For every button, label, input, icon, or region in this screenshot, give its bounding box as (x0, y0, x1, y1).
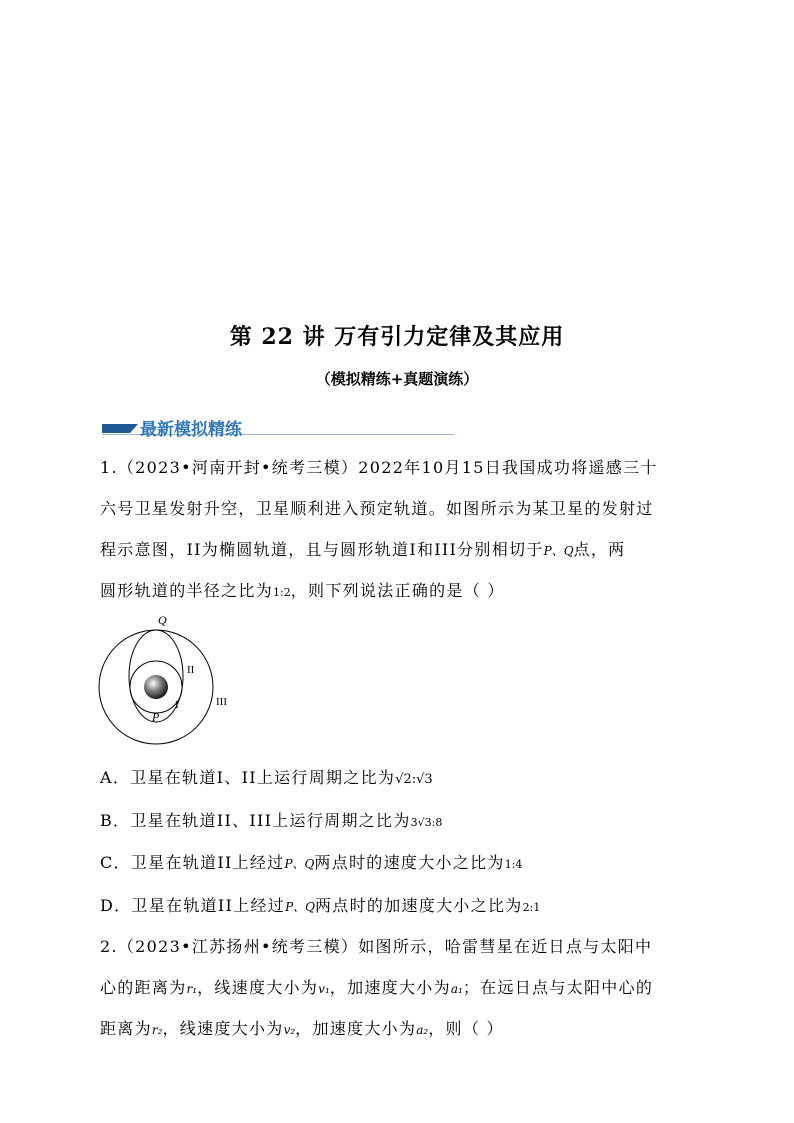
option-b-math: 3√3:8 (410, 816, 443, 829)
q2-a2: a₂ (416, 1023, 429, 1037)
option-b-text: B．卫星在轨道II、III上运行周期之比为 (100, 811, 411, 830)
q1-line-1: 1.（2023•河南开封•统考三模）2022年10月15日我国成功将遥感三十 (100, 458, 658, 477)
q1-line-2: 六号卫星发射升空，卫星顺利进入预定轨道。如图所示为某卫星的发射过 (100, 499, 654, 518)
q1-line-3-end: 点，两 (573, 540, 626, 559)
q2-a1: a₁ (450, 982, 463, 996)
option-c-text2: 两点时的速度大小之比为 (314, 853, 505, 872)
q2-line-3-d: ，则（ ） (428, 1019, 504, 1038)
section-marker-tip (130, 424, 138, 433)
option-c-math: 1:4 (504, 858, 523, 871)
q1-points-pq: P、Q (543, 544, 574, 558)
option-d-pq: P、Q (285, 900, 315, 914)
q2-line-3-b: ，线速度大小为 (162, 1019, 284, 1038)
planet (144, 675, 168, 699)
section-header (102, 417, 454, 440)
option-c-pq: P、Q (284, 857, 315, 871)
option-d (100, 893, 540, 916)
option-c-text: C．卫星在轨道II上经过 (100, 853, 285, 872)
q1-radius-ratio: 1:2 (273, 586, 291, 599)
q2-line-3-a: 距离为 (100, 1019, 152, 1038)
option-d-text2: 两点时的加速度大小之比为 (315, 896, 523, 915)
orbit-diagram (96, 612, 246, 752)
option-a (100, 765, 433, 788)
q2-r2: r₂ (151, 1023, 163, 1037)
q2-line-2-c: ，加速度大小为 (329, 978, 451, 997)
q2-r1: r₁ (186, 982, 198, 996)
option-b (100, 808, 442, 831)
section-marker (102, 424, 130, 433)
q2-line-3-c: ，加速度大小为 (295, 1019, 417, 1038)
option-d-math: 2:1 (522, 901, 541, 914)
option-c (100, 850, 522, 873)
option-d-text: D．卫星在轨道II上经过 (100, 896, 286, 915)
q1-line-3 (100, 537, 625, 560)
q1-line-4 (100, 578, 505, 601)
q2-line-2 (100, 975, 653, 998)
q2-v2: v₂ (283, 1023, 296, 1037)
q2-line-2-b: ，线速度大小为 (197, 978, 319, 997)
option-a-text: A．卫星在轨道I、II上运行周期之比为 (100, 768, 396, 787)
page-title: 第 22 讲 万有引力定律及其应用 (229, 324, 565, 350)
option-a-math: √2:√3 (395, 772, 433, 787)
q2-line-2-a: 心的距离为 (100, 978, 187, 997)
label-i: I (175, 699, 179, 711)
q1-line-4-end: ，则下列说法正确的是（ ） (290, 581, 505, 600)
q1-line-3-text: 程示意图，II为椭圆轨道，且与圆形轨道I和III分别相切于 (100, 540, 544, 559)
section-label: 最新模拟精练 (140, 420, 242, 440)
label-ii: II (187, 664, 195, 676)
q2-v1: v₁ (318, 982, 330, 996)
q2-line-1: 2.（2023•江苏扬州•统考三模）如图所示，哈雷彗星在近日点与太阳中 (100, 937, 653, 956)
q2-line-2-d: ；在远日点与太阳中心的 (462, 978, 654, 997)
page-subtitle: （模拟精练+真题演练） (315, 370, 479, 388)
label-p: P (152, 710, 160, 724)
q1-line-4-text: 圆形轨道的半径之比为 (100, 581, 274, 600)
label-q: Q (158, 613, 167, 627)
q2-line-3 (100, 1016, 504, 1039)
label-iii: III (216, 696, 227, 708)
